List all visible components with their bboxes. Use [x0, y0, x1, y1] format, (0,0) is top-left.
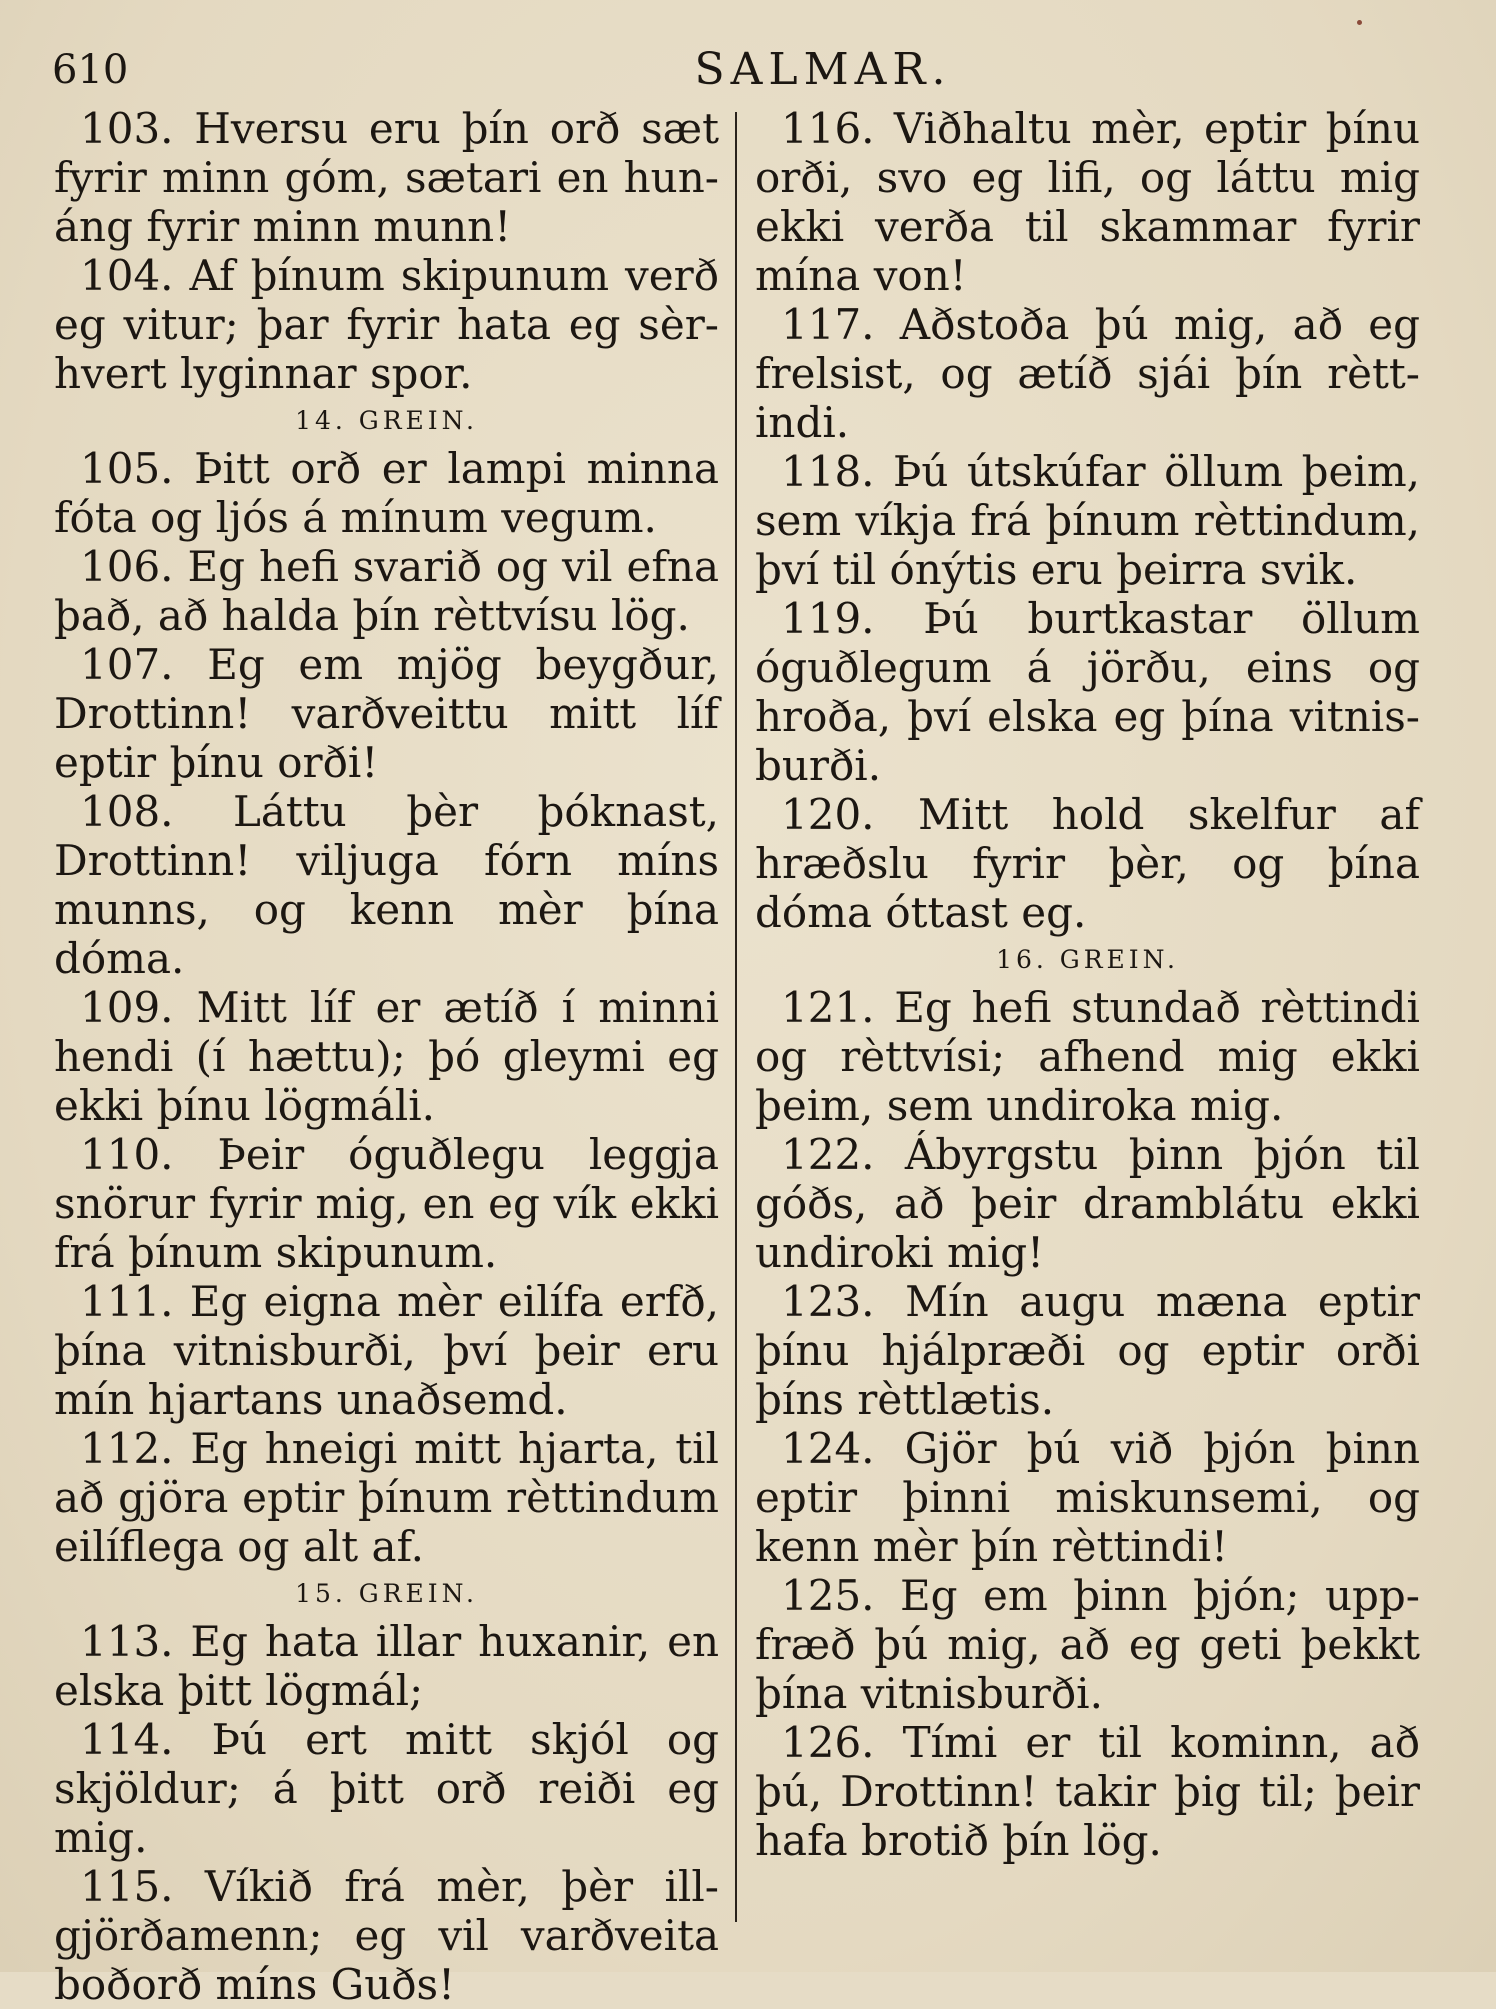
verse-paragraph: 114. Þú ert mitt skjól og skjöldur; á þitt orð reiði eg mig.	[54, 1715, 719, 1862]
verse-paragraph: 121. Eg hefi stundað rèttindi og rèttvísi; afhend mig ekki þeim, sem undiroka mig.	[755, 983, 1420, 1130]
verse-paragraph: 120. Mitt hold skelfur af hræðslu fyrir þèr, og þína dóma óttast eg.	[755, 790, 1420, 937]
verse-paragraph: 105. Þitt orð er lampi minna fóta og ljós á mínum vegum.	[54, 444, 719, 542]
verse-paragraph: 108. Láttu þèr þóknast, Drottinn! viljuga fórn míns munns, og kenn mèr þína dóma.	[54, 787, 719, 983]
verse-paragraph: 112. Eg hneigi mitt hjarta, til að gjöra eptir þínum rèttindum eilíflega og alt af.	[54, 1424, 719, 1571]
verse-paragraph: 122. Ábyrgstu þinn þjón til góðs, að þeir dramblátu ekki undiroki mig!	[755, 1130, 1420, 1277]
section-heading: 15. GREIN.	[295, 1579, 478, 1608]
verse-paragraph: 113. Eg hata illar huxanir, en elska þitt lögmál;	[54, 1617, 719, 1715]
column-divider	[735, 112, 737, 1922]
verse-paragraph: 111. Eg eigna mèr eilífa erfð, þína vitnisburði, því þeir eru mín hjartans unaðsemd.	[54, 1277, 719, 1424]
verse-paragraph: 103. Hversu eru þín orð sæt fyrir minn góm, sætari en hunáng fyrir minn munn!	[54, 104, 719, 251]
verse-paragraph: 106. Eg hefi svarið og vil efna það, að halda þín rèttvísu lög.	[54, 542, 719, 640]
section-heading: 16. GREIN.	[996, 945, 1179, 974]
verse-paragraph: 119. Þú burtkastar öllum óguðlegum á jörðu, eins og hroða, því elska eg þína vitnisburði.	[755, 594, 1420, 790]
verse-paragraph: 125. Eg em þinn þjón; uppfræð þú mig, að eg geti þekkt þína vitnisburði.	[755, 1571, 1420, 1718]
verse-paragraph: 104. Af þínum skipunum verð eg vitur; þar fyrir hata eg sèrhvert lyginnar spor.	[54, 251, 719, 398]
verse-paragraph: 117. Aðstoða þú mig, að eg frelsist, og ætíð sjái þín rèttindi.	[755, 300, 1420, 447]
left-column	[54, 104, 719, 2009]
verse-paragraph: 107. Eg em mjög beygður, Drottinn! varðveittu mitt líf eptir þínu orði!	[54, 640, 719, 787]
paper-speck	[1357, 20, 1362, 25]
verse-paragraph: 126. Tími er til kominn, að þú, Drottinn! takir þig til; þeir hafa brotið þín lög.	[755, 1718, 1420, 1865]
verse-paragraph: 109. Mitt líf er ætíð í minni hendi (í hættu); þó gleymi eg ekki þínu lögmáli.	[54, 983, 719, 1130]
verse-paragraph: 118. Þú útskúfar öllum þeim, sem víkja frá þínum rèttindum, því til ónýtis eru þeirra svik.	[755, 447, 1420, 594]
page-number: 610	[52, 47, 129, 93]
verse-paragraph: 123. Mín augu mæna eptir þínu hjálpræði og eptir orði þíns rèttlætis.	[755, 1277, 1420, 1424]
verse-paragraph: 115. Víkið frá mèr, þèr illgjörðamenn; eg vil varðveita boðorð míns Guðs!	[54, 1862, 719, 2009]
right-column	[755, 104, 1420, 1865]
section-heading: 14. GREIN.	[295, 406, 478, 435]
verse-paragraph: 124. Gjör þú við þjón þinn eptir þinni miskunsemi, og kenn mèr þín rèttindi!	[755, 1424, 1420, 1571]
verse-paragraph: 110. Þeir óguðlegu leggja snörur fyrir mig, en eg vík ekki frá þínum skipunum.	[54, 1130, 719, 1277]
page-header	[52, 40, 1444, 100]
verse-paragraph: 116. Viðhaltu mèr, eptir þínu orði, svo eg lifi, og láttu mig ekki verða til skammar fyrir mína von!	[755, 104, 1420, 300]
running-title: SALMAR.	[694, 44, 952, 95]
